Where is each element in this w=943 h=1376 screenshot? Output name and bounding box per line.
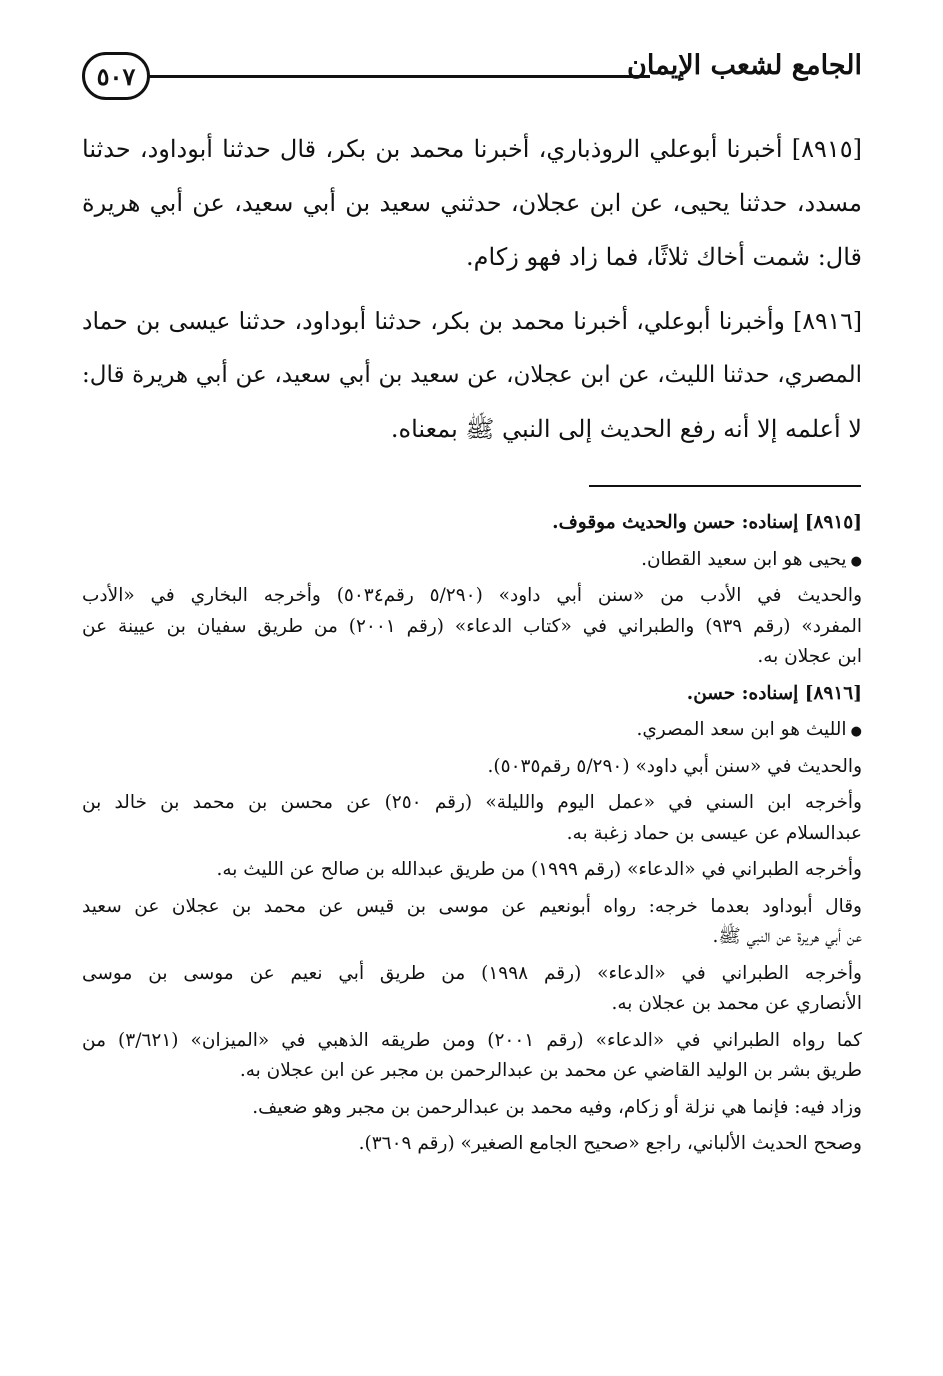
footnote-line: ابن عجلان به. xyxy=(757,646,862,667)
footnote-heading xyxy=(82,508,862,539)
text-line: لا أعلمه إلا أنه رفع الحديث إلى النبي ﷺ بمعناه. xyxy=(390,415,862,443)
page-number: ٥٠٧ xyxy=(82,52,150,100)
hadith-8915 xyxy=(82,122,862,284)
footnote-line: المفرد» (رقم ٩٣٩) والطبراني في «كتاب الدعاء» (رقم ٢٠٠١) من طريق سفيان بن عيينة عن xyxy=(82,615,862,637)
footnote-paragraph xyxy=(82,752,862,783)
footnote-paragraph xyxy=(82,581,862,673)
footnote-paragraph xyxy=(82,1026,862,1087)
text-line: المصري، حدثنا الليث، عن ابن عجلان، عن سعيد بن أبي سعيد، عن أبي هريرة قال: xyxy=(82,362,862,388)
footnote-line: وأخرجه الطبراني في «الدعاء» (رقم ١٩٩٨) من طريق أبي نعيم عن موسى بن موسى xyxy=(82,962,862,984)
footnote-line: وأخرجه الطبراني في «الدعاء» (رقم ١٩٩٩) من طريق عبدالله بن صالح عن الليث به. xyxy=(216,859,862,880)
footnotes xyxy=(82,508,862,1166)
footnote-paragraph xyxy=(82,855,862,886)
text-line: [٨٩١٥] أخبرنا أبوعلي الروذباري، أخبرنا محمد بن بكر، قال حدثنا أبوداود، حدثنا xyxy=(82,135,862,163)
footnote-line: [٨٩١٦] إسناده: حسن. xyxy=(686,682,862,704)
footnote-line: وصحح الحديث الألباني، راجع «صحيح الجامع الصغير» (رقم ٣٦٠٩). xyxy=(358,1133,862,1154)
footnote-line: عبدالسلام عن عيسى بن حماد زغبة به. xyxy=(566,822,862,844)
footnote-line: [٨٩١٥] إسناده: حسن والحديث موقوف. xyxy=(552,512,862,533)
footnote-line: كما رواه الطبراني في «الدعاء» (رقم ٢٠٠١) ومن طريقه الذهبي في «الميزان» (٣/٦٢١) من xyxy=(82,1029,862,1051)
footnote-line: عن أبي هريرة عن النبي ﷺ. xyxy=(712,926,862,947)
footnote-line: الأنصاري عن محمد بن عجلان به. xyxy=(611,993,862,1014)
footnote-paragraph xyxy=(82,1129,862,1160)
footnote-line: ● يحيى هو ابن سعيد القطان. xyxy=(82,545,862,576)
footnote-paragraph xyxy=(82,1093,862,1124)
text-line: مسدد، حدثنا يحيى، عن ابن عجلان، حدثني سعيد بن أبي سعيد، عن أبي هريرة xyxy=(82,189,862,217)
footnote-separator xyxy=(589,485,861,487)
footnote-bullet xyxy=(82,545,862,576)
footnote-heading xyxy=(82,679,862,710)
footnote-bullet xyxy=(82,715,862,746)
book-title: الجامع لشعب الإيمان xyxy=(627,50,862,81)
footnote-line: والحديث في الأدب من «سنن أبي داود» (٥/٢٩٠ رقم٥٠٣٤) وأخرجه البخاري في «الأدب xyxy=(82,585,862,606)
hadith-8916 xyxy=(82,294,862,456)
footnote-line: ● الليث هو ابن سعد المصري. xyxy=(82,715,862,746)
footnote-paragraph xyxy=(82,892,862,953)
footnote-paragraph xyxy=(82,788,862,849)
hadith-text xyxy=(82,122,862,466)
footnote-paragraph xyxy=(82,959,862,1020)
header-rule xyxy=(148,75,650,78)
footnote-line: والحديث في «سنن أبي داود» (٥/٢٩٠ رقم٥٠٣٥). xyxy=(487,755,862,777)
footnote-line: وقال أبوداود بعدما خرجه: رواه أبونعيم عن موسى بن قيس عن محمد بن عجلان عن سعيد xyxy=(82,895,862,917)
footnote-line: وأخرجه ابن السني في «عمل اليوم والليلة» (رقم ٢٥٠) عن محسن بن محمد بن خالد بن xyxy=(82,792,862,813)
footnote-line: وزاد فيه: فإنما هي نزلة أو زكام، وفيه محمد بن عبدالرحمن بن مجبر وهو ضعيف. xyxy=(252,1096,862,1118)
text-line: [٨٩١٦] وأخبرنا أبوعلي، أخبرنا محمد بن بكر، حدثنا أبوداود، حدثنا عيسى بن حماد xyxy=(82,307,862,335)
text-line: قال: شمت أخاك ثلاثًا، فما زاد فهو زكام. xyxy=(466,243,862,271)
footnote-line: طريق بشر بن الوليد القاضي عن محمد بن عبدالرحمن بن مجبر عن ابن عجلان به. xyxy=(239,1060,862,1081)
page-header xyxy=(82,40,862,110)
